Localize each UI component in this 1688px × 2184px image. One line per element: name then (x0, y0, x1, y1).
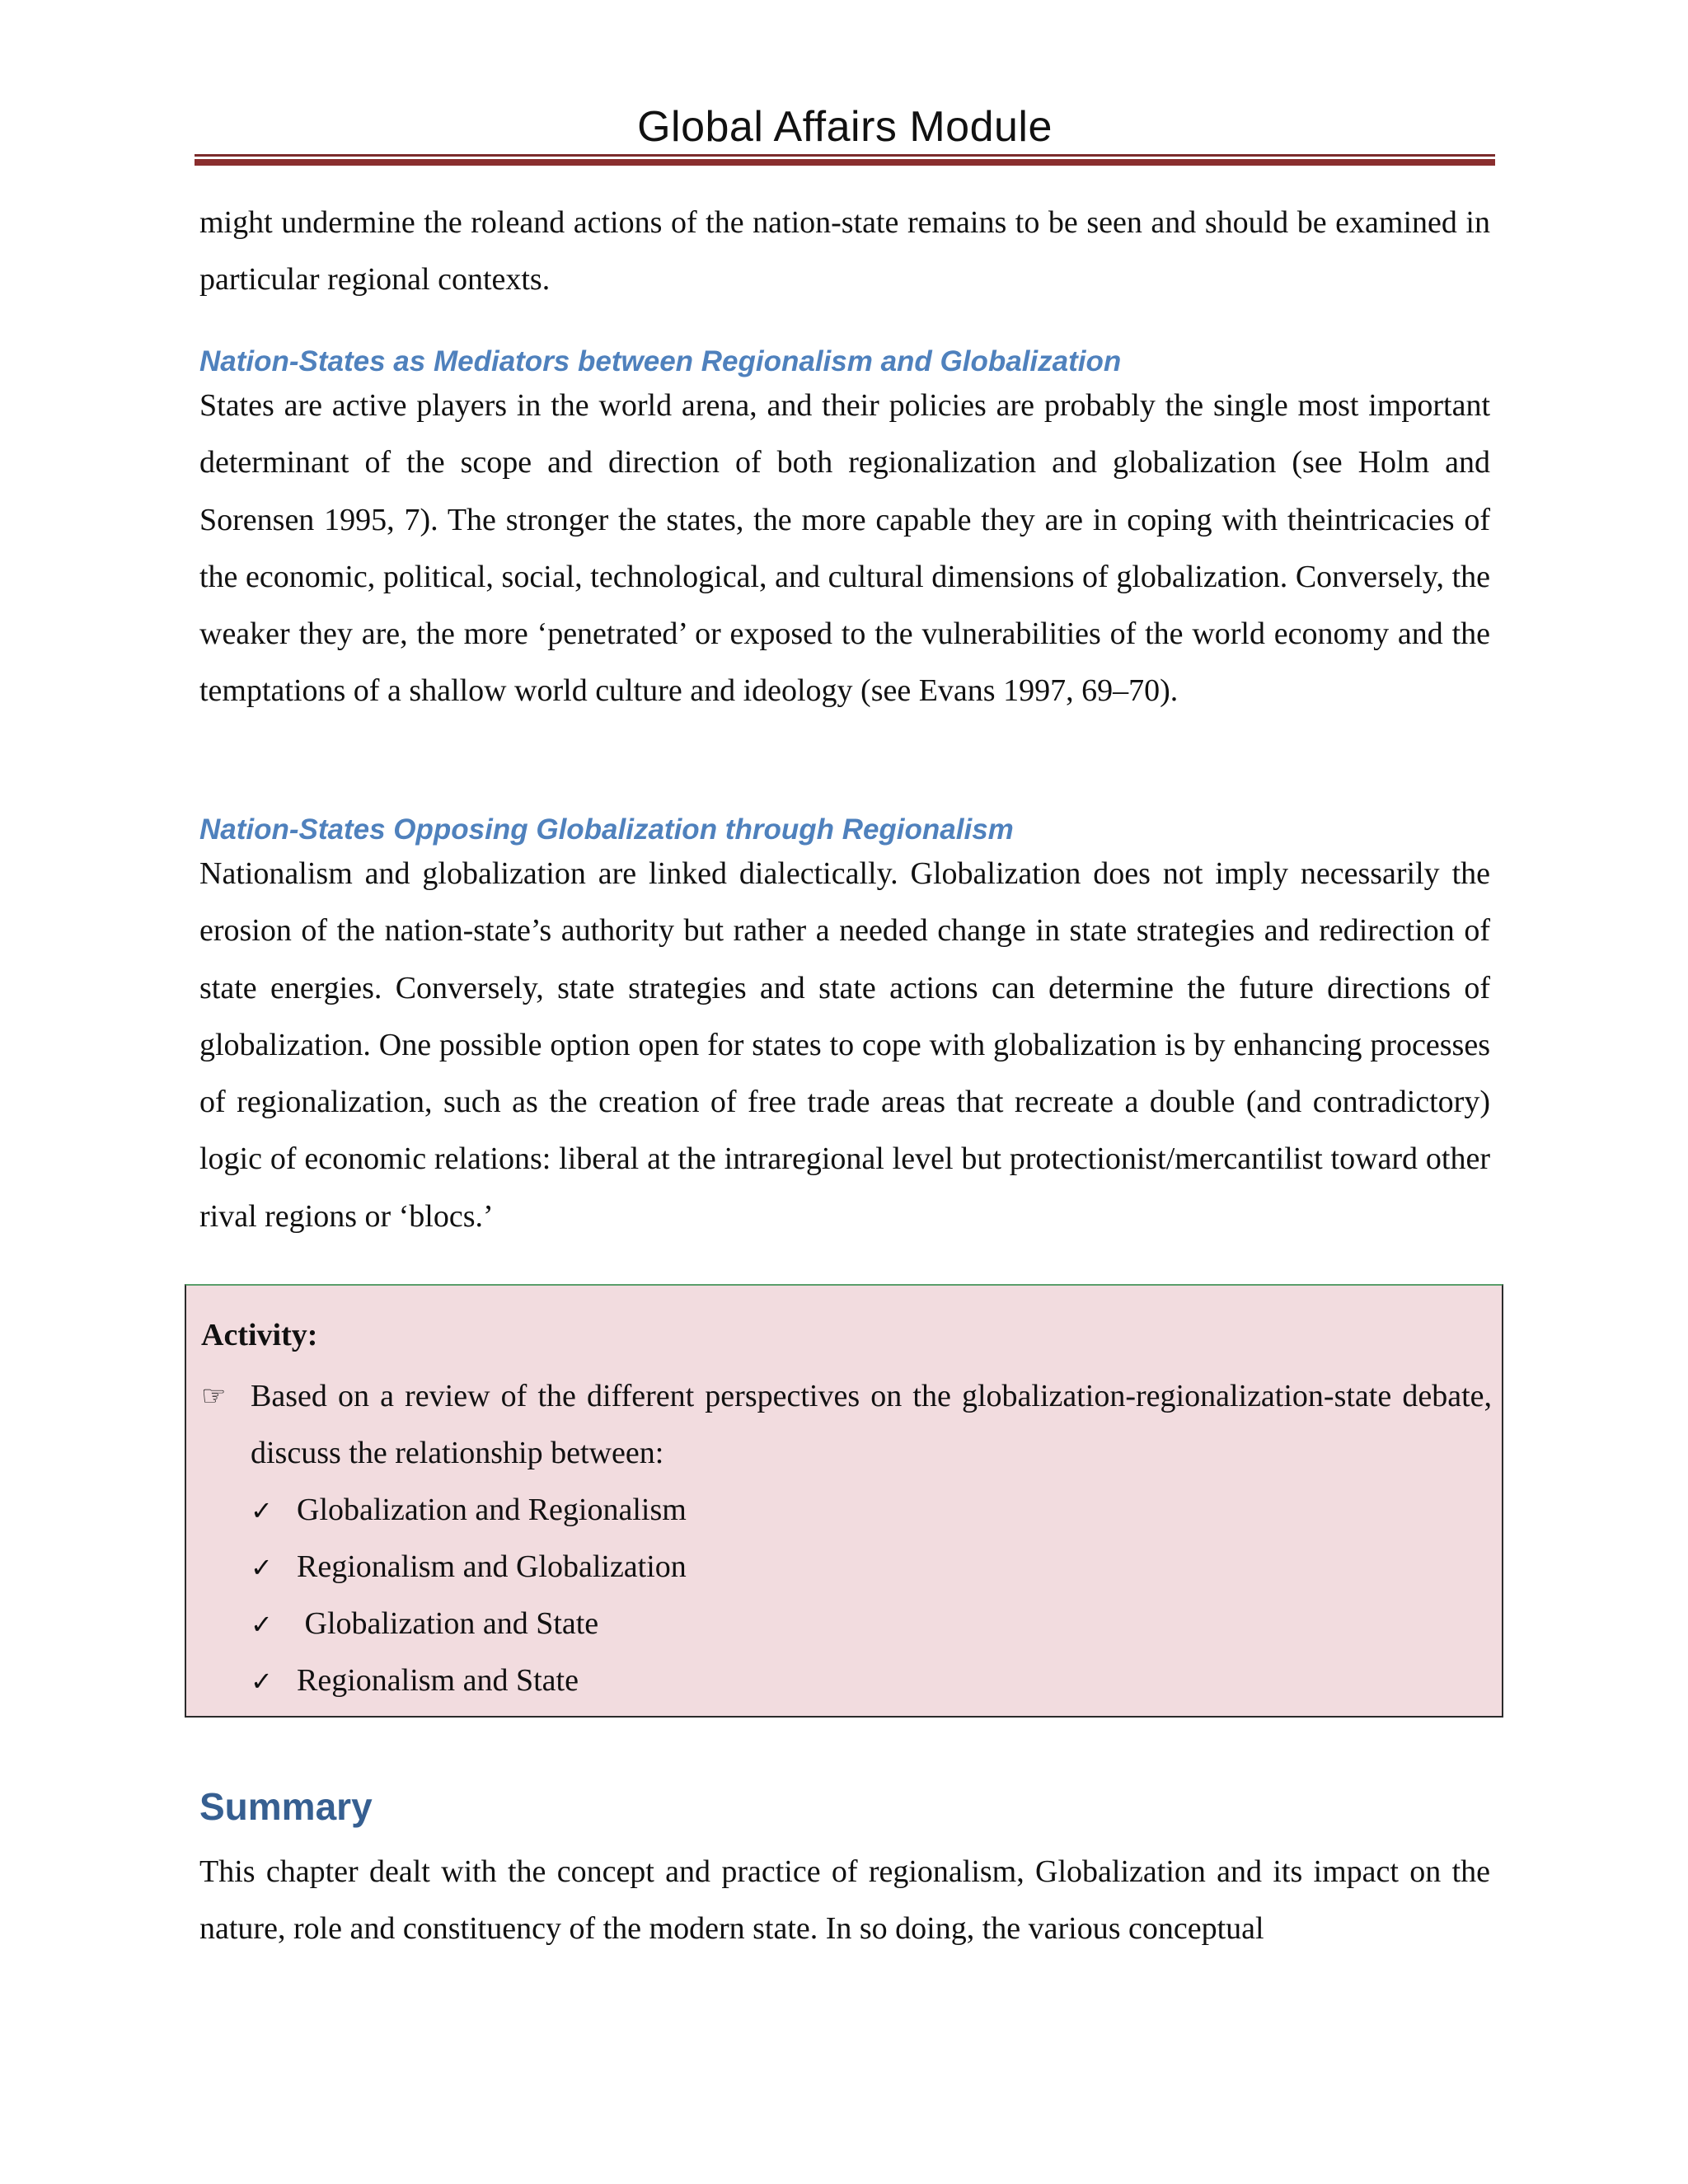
checklist-item-label: Regionalism and Globalization (297, 1549, 687, 1584)
section-heading-opposing: Nation-States Opposing Globalization through Regionalism (199, 813, 1014, 846)
page-header (195, 97, 1495, 157)
checkmark-icon: ✓ (251, 1609, 273, 1640)
checklist-item (251, 1596, 687, 1652)
checklist-item (251, 1652, 687, 1709)
section-paragraph-opposing: Nationalism and globalization are linked dialectically. Globalization does not imply necessarily the erosion of the nation-state’s authority but rather a needed change in state strategies and redirection of state energies. Conversely, state strategies and state actions can determine the future directions of globalization. One possible option open for states to cope with globalization is by enhancing processes of regionalization, such as the creation of free trade areas that recreate a double (and contradictory) logic of economic relations: liberal at the intraregional level but protectionist/mercantilist toward other rival regions or ‘blocs.’ (199, 856, 1490, 1234)
checkmark-icon: ✓ (251, 1666, 273, 1697)
summary-paragraph: This chapter dealt with the concept and practice of regionalism, Globalization and its impact on the nature, role and constituency of the modern state. In so doing, the various conceptual (199, 1854, 1490, 1947)
checklist-item-label: Globalization and Regionalism (297, 1493, 687, 1527)
header-rule-thin (195, 154, 1495, 157)
activity-title: Activity: (201, 1318, 318, 1352)
activity-box (185, 1284, 1503, 1718)
checklist-item (251, 1539, 687, 1596)
activity-prompt-text: Based on a review of the different perspectives on the globalization-regionalization-state debate, discuss the relationship between: (251, 1379, 1492, 1470)
activity-checklist (251, 1482, 687, 1709)
pointing-hand-icon: ☞ (201, 1380, 227, 1413)
intro-paragraph: might undermine the roleand actions of the nation-state remains to be seen and should be examined in particular regional contexts. (199, 205, 1490, 298)
section-paragraph-mediators: States are active players in the world arena, and their policies are probably the single most important determinant of the scope and direction of both regionalization and globalization (see Holm and Sorensen 1995, 7). The stronger the states, the more capable they are in coping with theintricacies of the economic, political, social, technological, and cultural dimensions of globalization. Conversely, the weaker they are, the more ‘penetrated’ or exposed to the vulnerabilities of the world economy and the temptations of a shallow world culture and ideology (see Evans 1997, 69–70). (199, 388, 1490, 709)
checkmark-icon: ✓ (251, 1495, 273, 1526)
module-title: Global Affairs Module (637, 103, 1053, 151)
section-heading-mediators: Nation-States as Mediators between Regionalism and Globalization (199, 345, 1122, 377)
header-rule-thick (195, 159, 1495, 166)
checklist-item-label: Globalization and State (297, 1606, 599, 1641)
checklist-item (251, 1482, 687, 1539)
checklist-item-label: Regionalism and State (297, 1663, 579, 1698)
summary-heading: Summary (199, 1785, 373, 1828)
checkmark-icon: ✓ (251, 1552, 273, 1583)
